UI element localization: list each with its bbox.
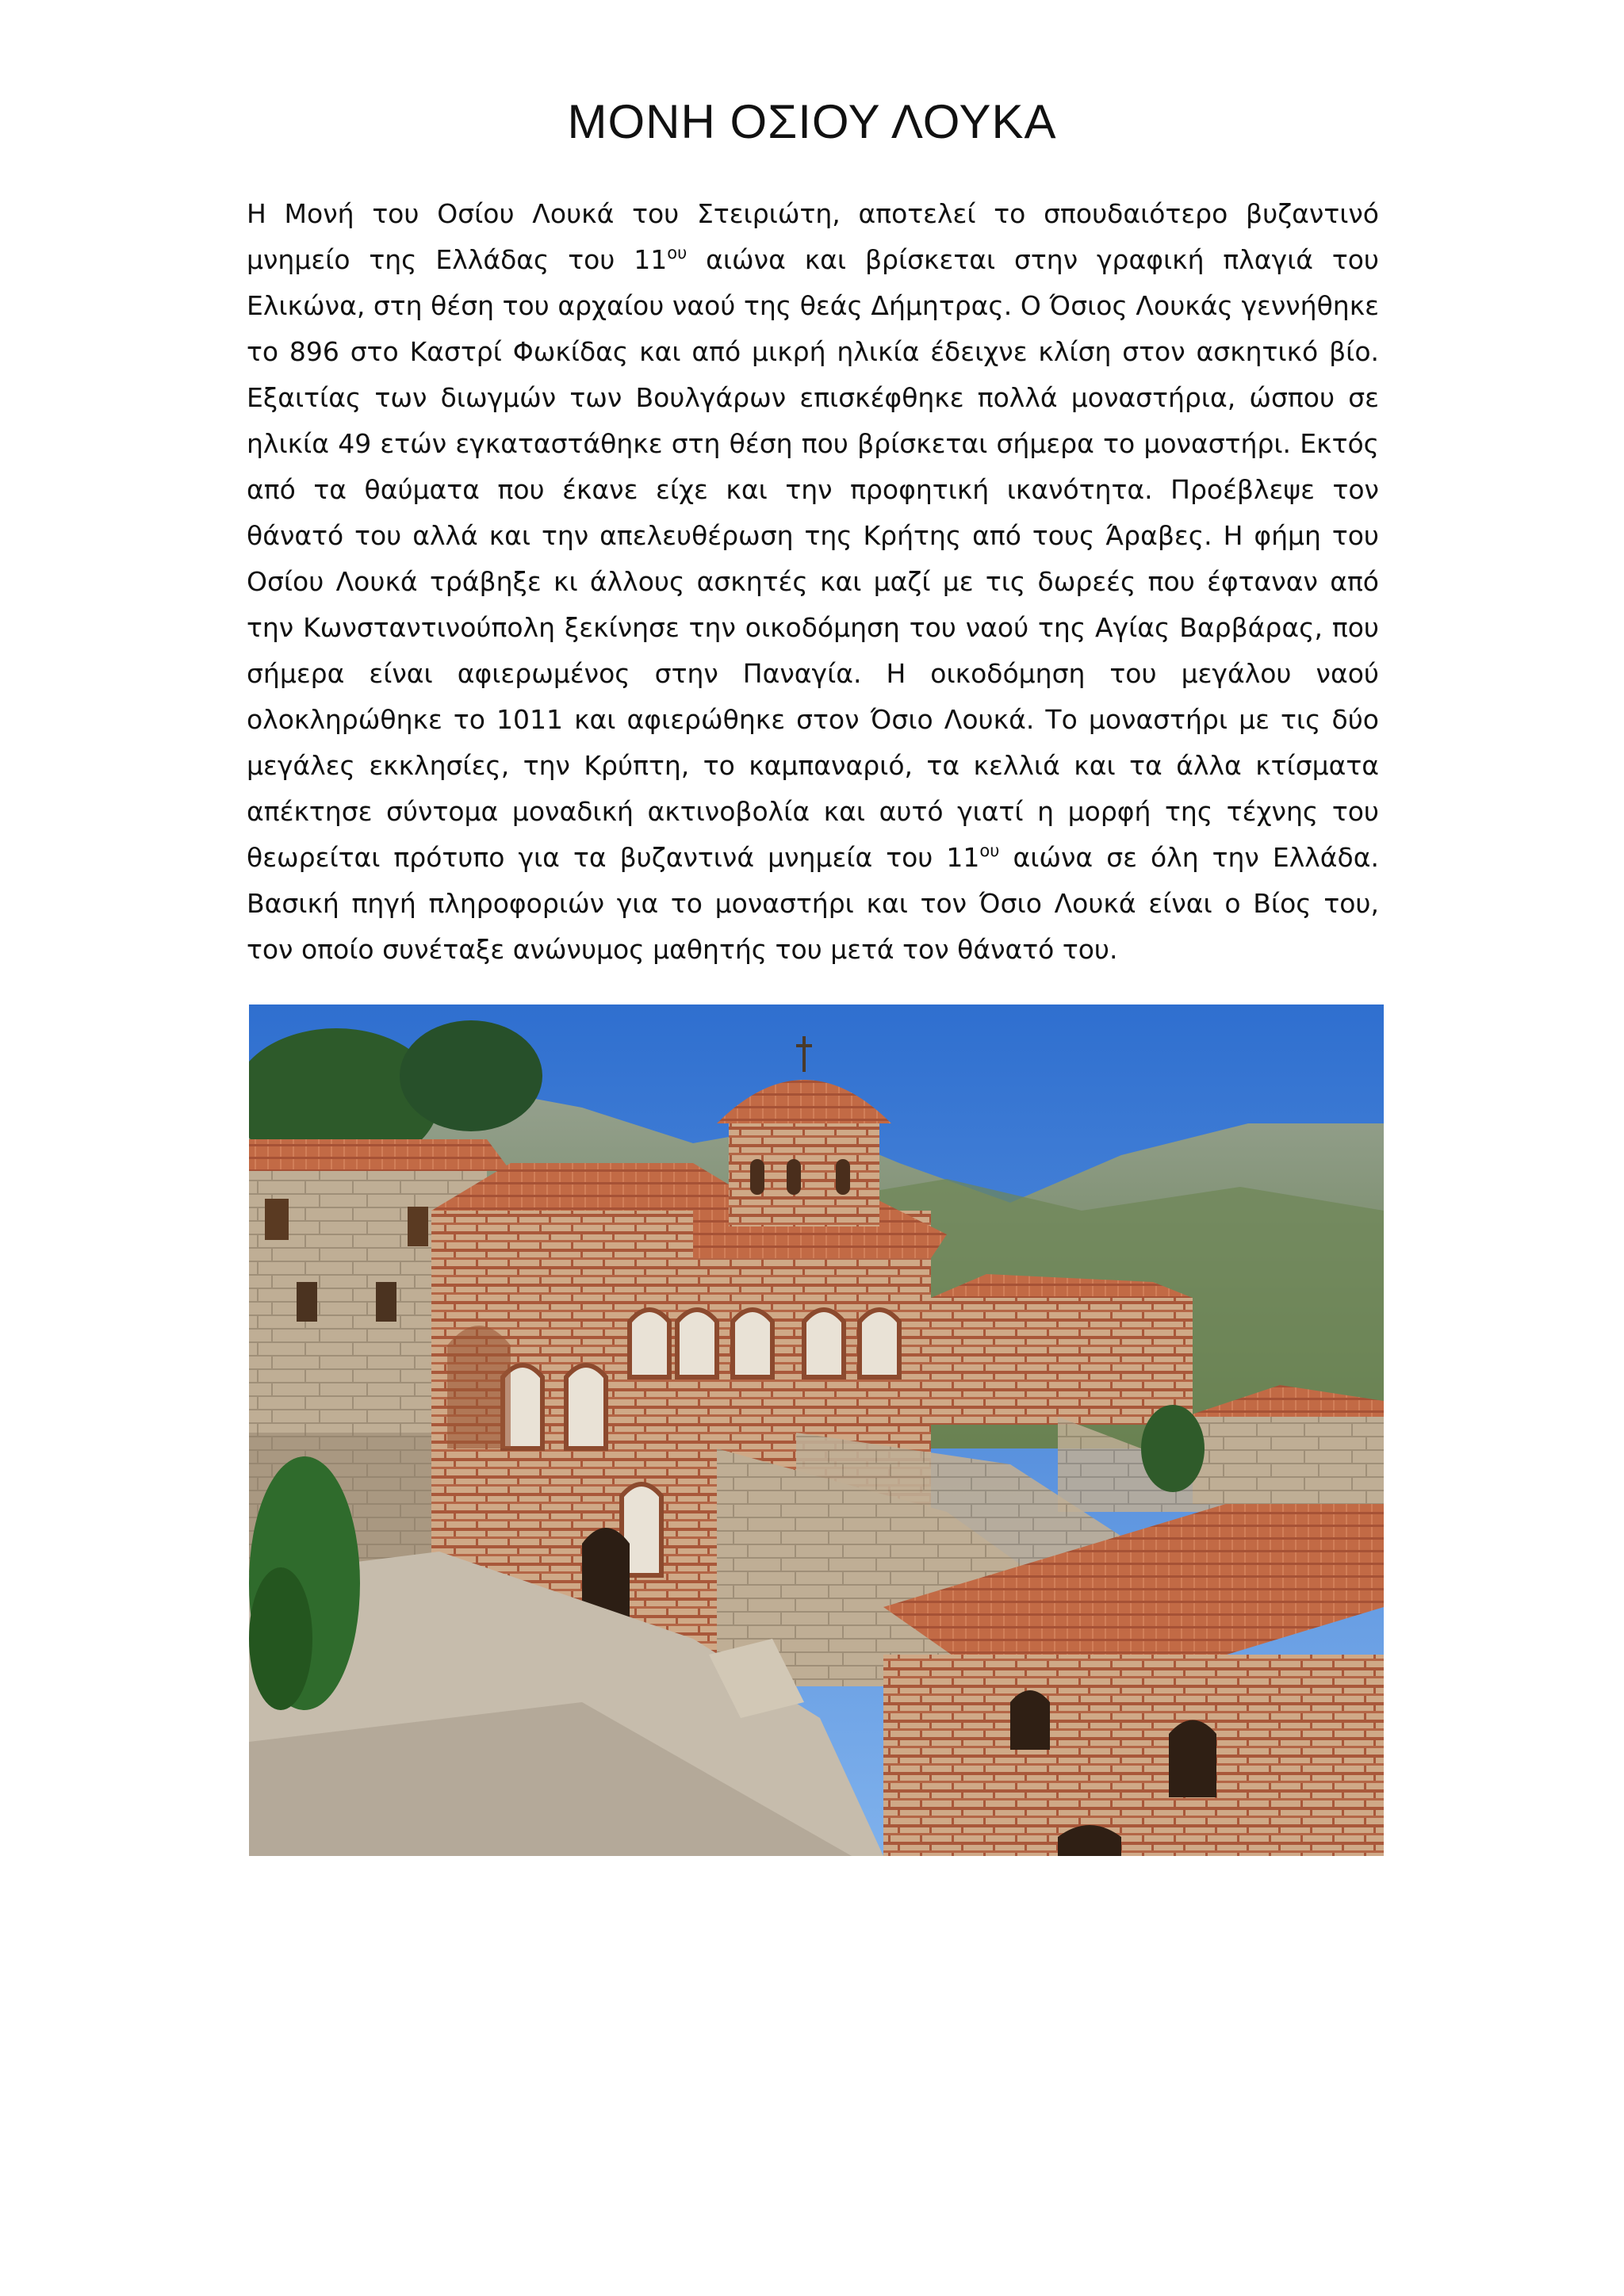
superscript-ordinal-2: ου bbox=[979, 841, 1000, 860]
document-title: ΜΟΝΗ ΟΣΙΟΥ ΛΟΥΚΑ bbox=[567, 95, 1057, 148]
paragraph-text-part-1: Η Μονή του Οσίου Λουκά του Στειριώτη, αποτελεί το σπουδαιότερο βυζαντινό μνημείο της Ελλάδας του 11 bbox=[247, 198, 1379, 275]
monastery-photo bbox=[249, 1004, 1384, 1856]
foreground-building bbox=[883, 1655, 1384, 1856]
superscript-ordinal-1: ου bbox=[667, 243, 688, 262]
body-paragraph bbox=[247, 191, 1379, 973]
paragraph-text-part-2: αιώνα και βρίσκεται στην γραφική πλαγιά του Ελικώνα, στη θέση του αρχαίου ναού της θεάς Δήμητρας. Ο Όσιος Λουκάς γεννήθηκε το 896 στο Καστρί Φωκίδας και από μικρή ηλικία έδειχνε κλίση στον ασκητικό βίο. Εξαιτίας των διωγμών των Βουλγάρων επισκέφθηκε πολλά μοναστήρια, ώσπου σε ηλικία 49 ετών εγκαταστάθηκε στη θέση που βρίσκεται σήμερα το μοναστήρι. Εκτός από τα θαύματα που έκανε είχε και την προφητική ικανότητα. Προέβλεψε τον θάνατό του αλλά και την απελευθέρωση της Κρήτης από τους Άραβες. Η φήμη του Οσίου Λουκά τράβηξε κι άλλους ασκητές και μαζί με τις δωρεές που έφταναν από την Κωνσταντινούπολη ξεκίνησε την οικοδόμηση του ναού της Αγίας Βαρβάρας, που σήμερα είναι αφιερωμένος στην Παναγία. Η οικοδόμηση του μεγάλου ναού ολοκληρώθηκε το 1011 και αφιερώθηκε στον Όσιο Λουκά. Το μοναστήρι με τις δύο μεγάλες εκκλησίες, την Κρύπτη, το καμπαναριό, τα κελλιά και τα άλλα κτίσματα απέκτησε σύντομα μοναδική ακτινοβολία και αυτό γιατί η μορφή της τέχνης του θεωρείται πρότυπο για τα βυζαντινά μνημεία του 11 bbox=[247, 244, 1379, 873]
paragraph-text-part-3: αιώνα σε όλη την Ελλάδα. Βασική πηγή πληροφοριών για το μοναστήρι και τον Όσιο Λουκά είναι ο Βίος του, τον οποίο συνέταξε ανώνυμος μαθητής του μετά τον θάνατό του. bbox=[247, 842, 1379, 965]
monastery-photo-illustration bbox=[249, 1004, 1384, 1856]
